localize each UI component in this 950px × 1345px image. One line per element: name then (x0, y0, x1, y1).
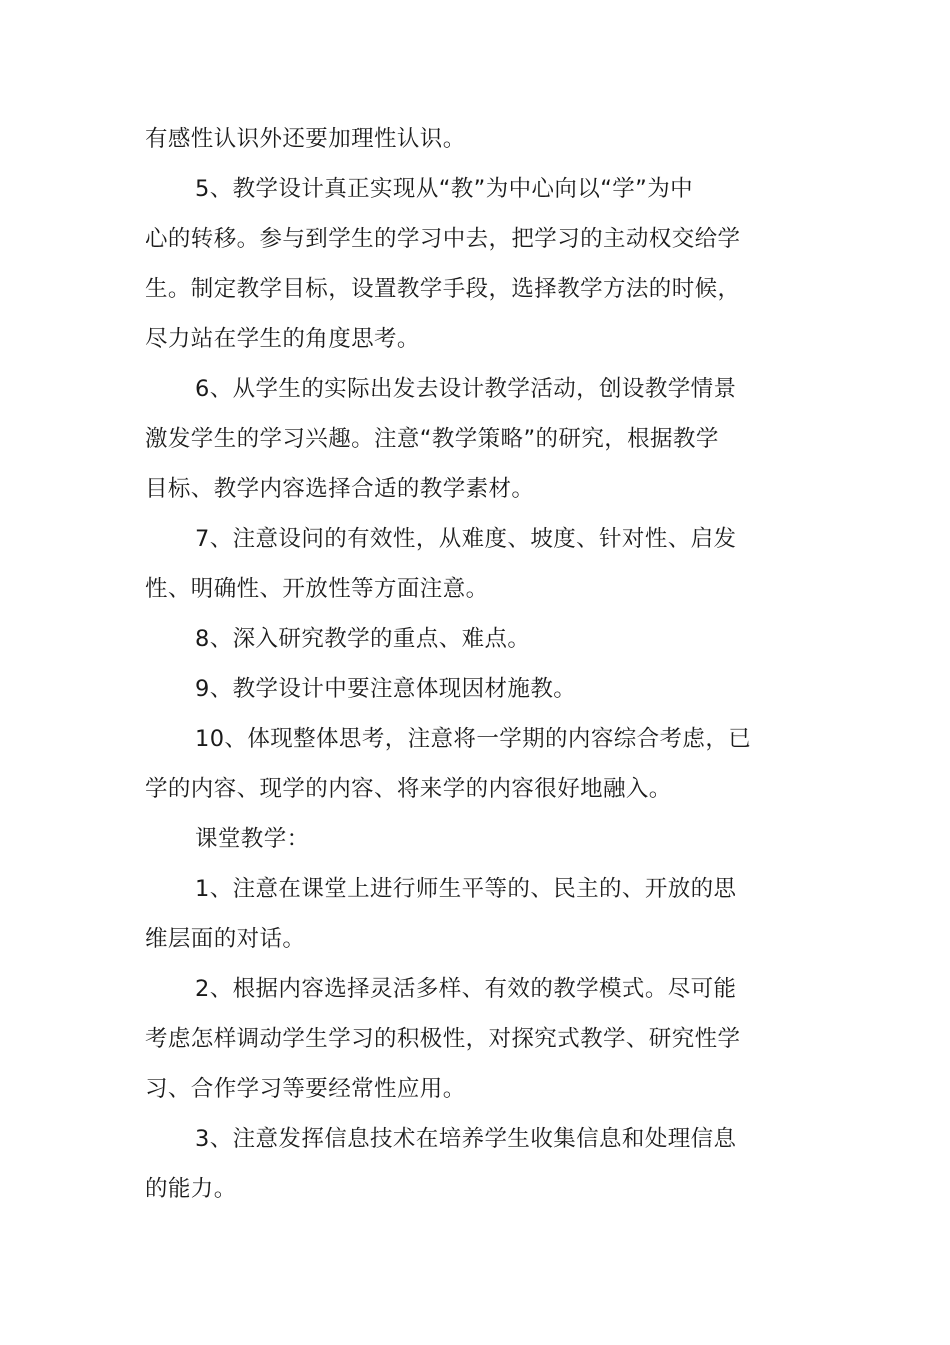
text-line-13: 10、体现整体思考，注意将一学期的内容综合考虑，已 (195, 726, 752, 752)
text-line-16: 1、注意在课堂上进行师生平等的、民主的、开放的思 (195, 876, 737, 902)
text-line-3: 心的转移。参与到学生的学习中去，把学习的主动权交给学 (145, 226, 741, 252)
text-line-17: 维层面的对话。 (145, 926, 306, 952)
text-line-1: 有感性认识外还要加理性认识。 (145, 126, 466, 152)
text-line-21: 3、注意发挥信息技术在培养学生收集信息和处理信息 (195, 1126, 737, 1152)
text-line-9: 7、注意设问的有效性，从难度、坡度、针对性、启发 (195, 526, 737, 552)
text-line-8: 目标、教学内容选择合适的教学素材。 (145, 476, 535, 502)
text-line-19: 考虑怎样调动学生学习的积极性，对探究式教学、研究性学 (145, 1026, 741, 1052)
text-line-5: 尽力站在学生的角度思考。 (145, 326, 420, 352)
body-text (145, 114, 755, 1214)
text-line-2: 5、教学设计真正实现从“教”为中心向以“学”为中 (195, 176, 694, 202)
text-line-18: 2、根据内容选择灵活多样、有效的教学模式。尽可能 (195, 976, 737, 1002)
text-line-10: 性、明确性、开放性等方面注意。 (145, 576, 489, 602)
text-line-11: 8、深入研究教学的重点、难点。 (195, 626, 531, 652)
text-line-22: 的能力。 (145, 1176, 237, 1202)
text-line-4: 生。制定教学目标，设置教学手段，选择教学方法的时候， (145, 276, 741, 302)
text-line-14: 学的内容、现学的内容、将来学的内容很好地融入。 (145, 776, 672, 802)
section-heading-classroom: 课堂教学： (195, 826, 310, 852)
text-line-7: 激发学生的学习兴趣。注意“教学策略”的研究，根据教学 (145, 426, 719, 452)
text-line-6: 6、从学生的实际出发去设计教学活动，创设教学情景 (195, 376, 737, 402)
text-line-12: 9、教学设计中要注意体现因材施教。 (195, 676, 577, 702)
text-line-20: 习、合作学习等要经常性应用。 (145, 1076, 466, 1102)
